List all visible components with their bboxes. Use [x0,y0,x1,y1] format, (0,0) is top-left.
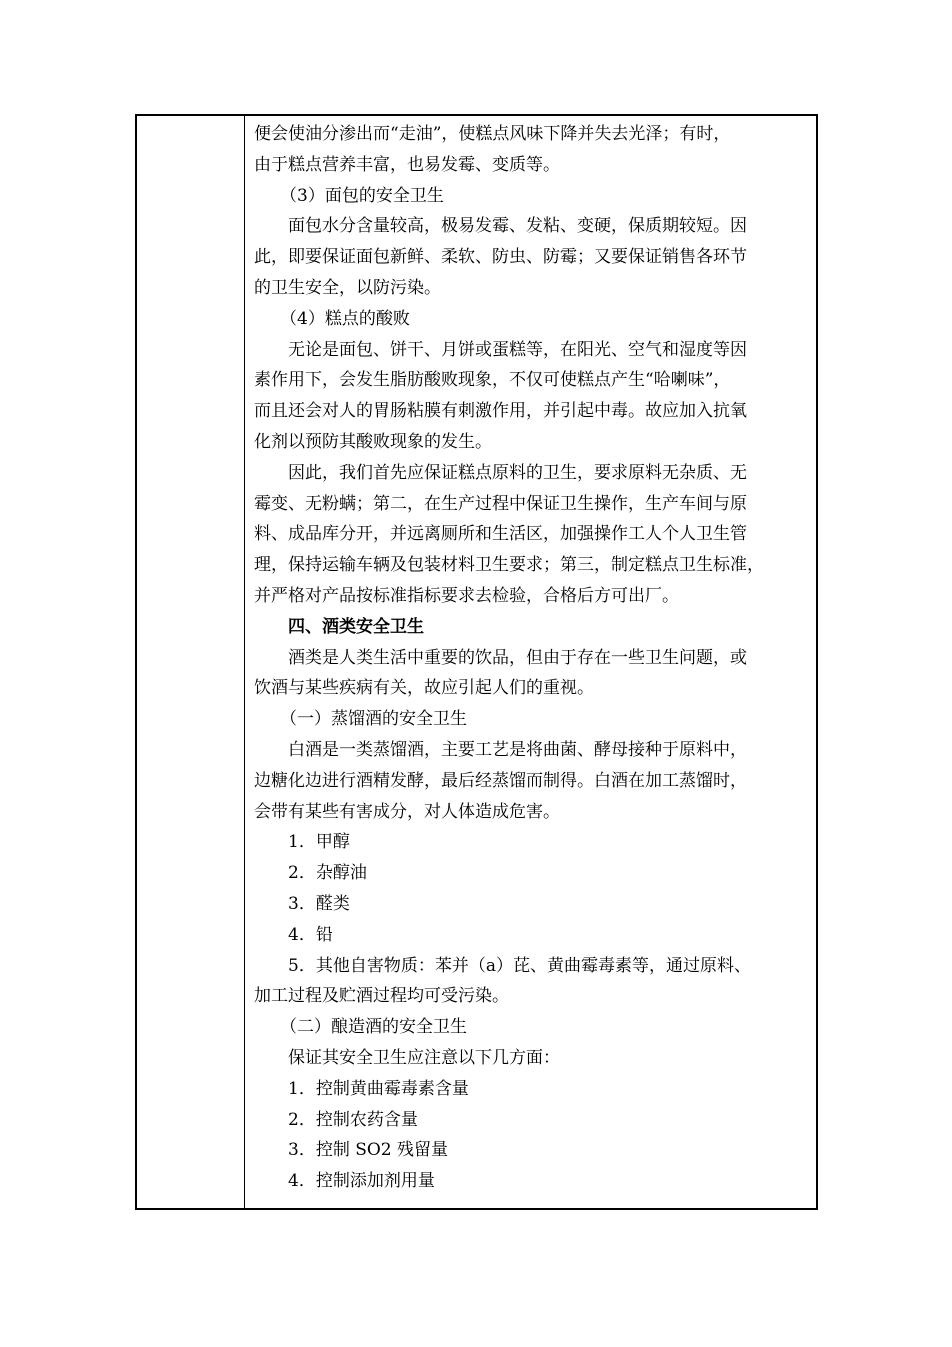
list-item: 2．杂醇油 [288,863,367,884]
list-item: 1．控制黄曲霉毒素含量 [288,1078,469,1099]
text-line: 此，即要保证面包新鲜、柔软、防虫、防霉；又要保证销售各环节 [254,247,747,268]
section-subheading: （二）酿造酒的安全卫生 [280,1017,467,1038]
table-left-cell [137,116,245,1208]
document-table [135,114,818,1210]
text-line: 保证其安全卫生应注意以下几方面： [288,1047,560,1068]
list-item: 4．控制添加剂用量 [288,1171,435,1192]
text-line: 无论是面包、饼干、月饼或蛋糕等，在阳光、空气和湿度等因 [288,339,747,360]
text-line: 素作用下，会发生脂肪酸败现象，不仅可使糕点产生“哈喇味”， [254,370,731,391]
section-heading: 四、酒类安全卫生 [288,616,424,637]
text-line: 并严格对产品按标准指标要求去检验，合格后方可出厂。 [254,585,679,606]
text-line: 便会使油分渗出而“走油”，使糕点风味下降并失去光泽；有时， [254,124,731,144]
text-line: 理，保持运输车辆及包装材料卫生要求；第三，制定糕点卫生标准， [254,555,764,576]
text-line: 的卫生安全，以防污染。 [254,277,441,298]
text-line: 饮酒与某些疾病有关，故应引起人们的重视。 [254,678,594,699]
text-line: 霉变、无粉螨；第二，在生产过程中保证卫生操作，生产车间与原 [254,493,747,514]
text-line: 由于糕点营养丰富，也易发霉、变质等。 [254,154,560,175]
list-item: 3．醛类 [288,893,350,914]
text-line: 因此，我们首先应保证糕点原料的卫生，要求原料无杂质、无 [288,462,747,483]
text-line: 料、成品库分开，并远离厕所和生活区，加强操作工人个人卫生管 [254,524,747,545]
section-subheading: （一）蒸馏酒的安全卫生 [280,709,467,730]
table-content-cell [245,116,816,1208]
list-item: 1．甲醇 [288,832,350,853]
text-line: 而且还会对人的胃肠粘膜有刺激作用，并引起中毒。故应加入抗氧 [254,401,747,422]
text-line: 白酒是一类蒸馏酒，主要工艺是将曲菌、酵母接种于原料中， [288,739,747,760]
text-line: 化剂以预防其酸败现象的发生。 [254,431,492,452]
list-item: 2．控制农药含量 [288,1109,418,1130]
text-line: 加工过程及贮酒过程均可受污染。 [254,986,509,1007]
text-line: 会带有某些有害成分，对人体造成危害。 [254,801,560,822]
list-item: 4．铅 [288,924,333,945]
text-line: 边糖化边进行酒精发酵，最后经蒸馏而制得。白酒在加工蒸馏时， [254,770,747,791]
section-subheading: （3）面包的安全卫生 [280,185,444,206]
text-line: 面包水分含量较高，极易发霉、发粘、变硬，保质期较短。因 [288,216,747,237]
text-line: 酒类是人类生活中重要的饮品，但由于存在一些卫生问题，或 [288,647,747,668]
list-item: 3．控制 SO2 残留量 [288,1140,449,1161]
section-subheading: （4）糕点的酸败 [280,308,410,329]
list-item: 5．其他自害物质：苯并（a）芘、黄曲霉毒素等，通过原料、 [288,955,751,976]
